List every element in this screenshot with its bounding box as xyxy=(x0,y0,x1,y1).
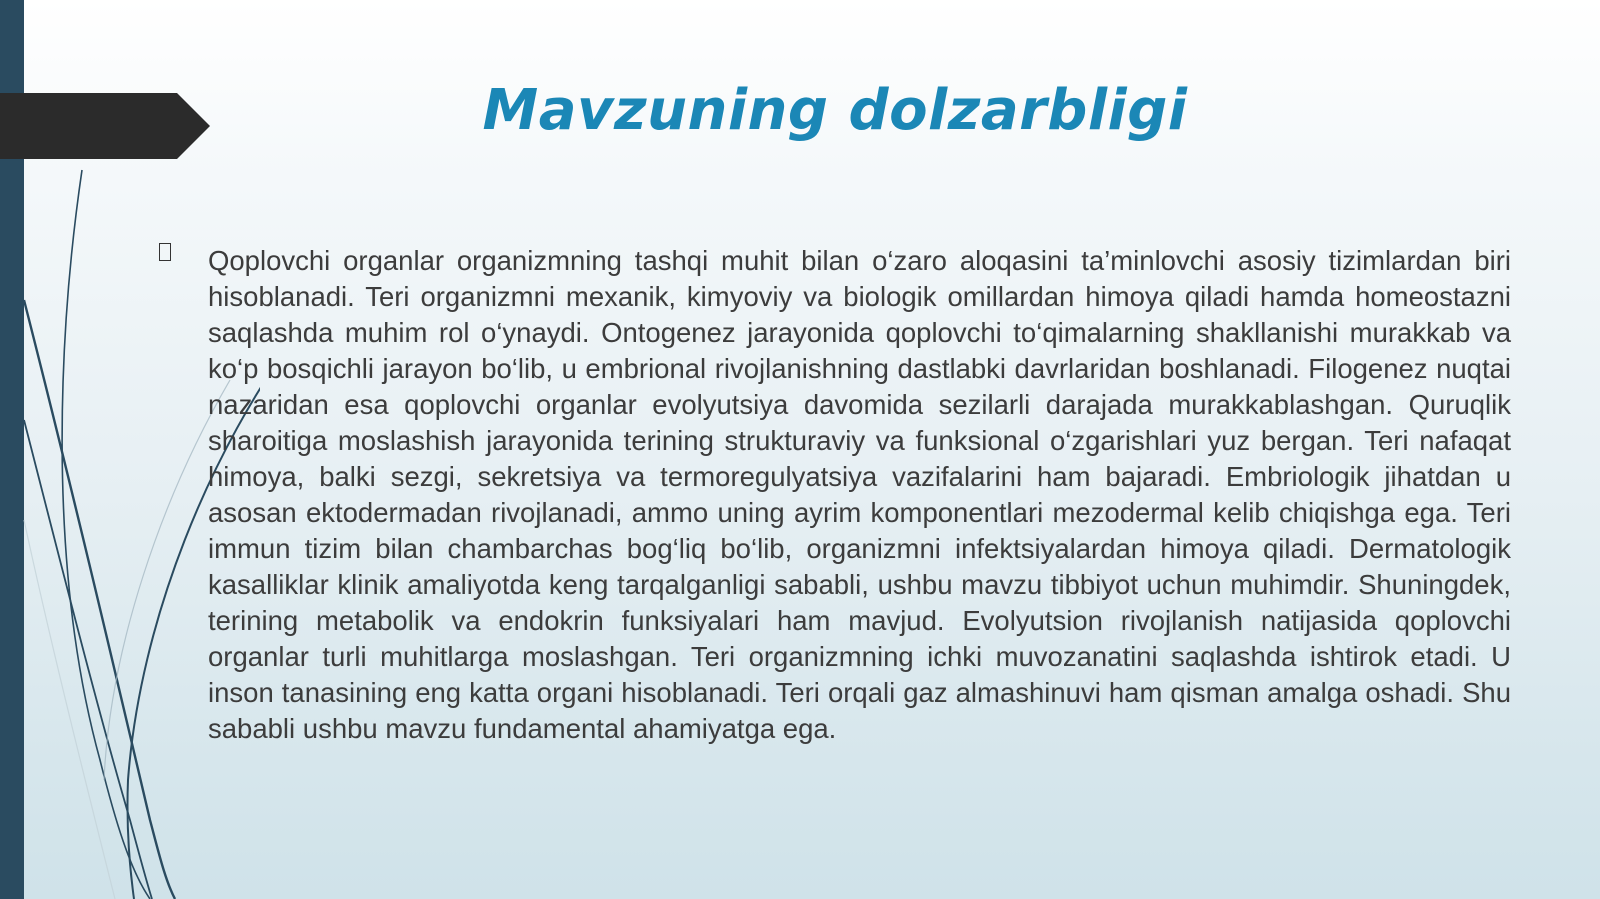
missing-glyph-bullet-icon xyxy=(159,243,171,261)
arrow-tab xyxy=(0,93,210,159)
slide-body-text: Qoplovchi organlar organizmning tashqi muhit bilan o‘zaro aloqasini ta’minlovchi asosiy tizimlardan biri hisoblanadi. Teri organizmni mexanik, kimyoviy va biologik omillardan himoya qiladi hamda homeostazni saqlashda muhim rol o‘ynaydi. Ontogenez jarayonida qoplovchi to‘qimalarning shakllanishi murakkab va ko‘p bosqichli jarayon bo‘lib, u embrional rivojlanishning dastlabki davrlaridan boshlanadi. Filogenez nuqtai nazaridan esa qoplovchi organlar evolyutsiya davomida sezilarli darajada murakkablashgan. Quruqlik sharoitiga moslashish jarayonida terining strukturaviy va funksional o‘zgarishlari yuz bergan. Teri nafaqat himoya, balki sezgi, sekretsiya va termoregulyatsiya vazifalarini ham bajaradi. Embriologik jihatdan u asosan ektodermadan rivojlanadi, ammo uning ayrim komponentlari mezodermal kelib chiqishga ega. Teri immun tizim bilan chambarchas bog‘liq bo‘lib, organizmni infektsiyalardan himoya qiladi. Dermatologik kasalliklar klinik amaliyotda keng tarqalganligi sababli, ushbu mavzu tibbiyot uchun muhimdir. Shuningdek, terining metabolik va endokrin funksiyalari ham mavjud. Evolyutsion rivojlanish natijasida qoplovchi organlar turli muhitlarga moslashgan. Teri organizmning ichki muvozanatini saqlashda ishtirok etadi. U inson tanasining eng katta organi hisoblanadi. Teri orqali gaz almashinuvi ham qisman amalga oshadi. Shu sababli ushbu mavzu fundamental ahamiyatga ega. xyxy=(208,245,1511,744)
slide-title: Mavzuning dolzarbligi xyxy=(482,78,1188,143)
